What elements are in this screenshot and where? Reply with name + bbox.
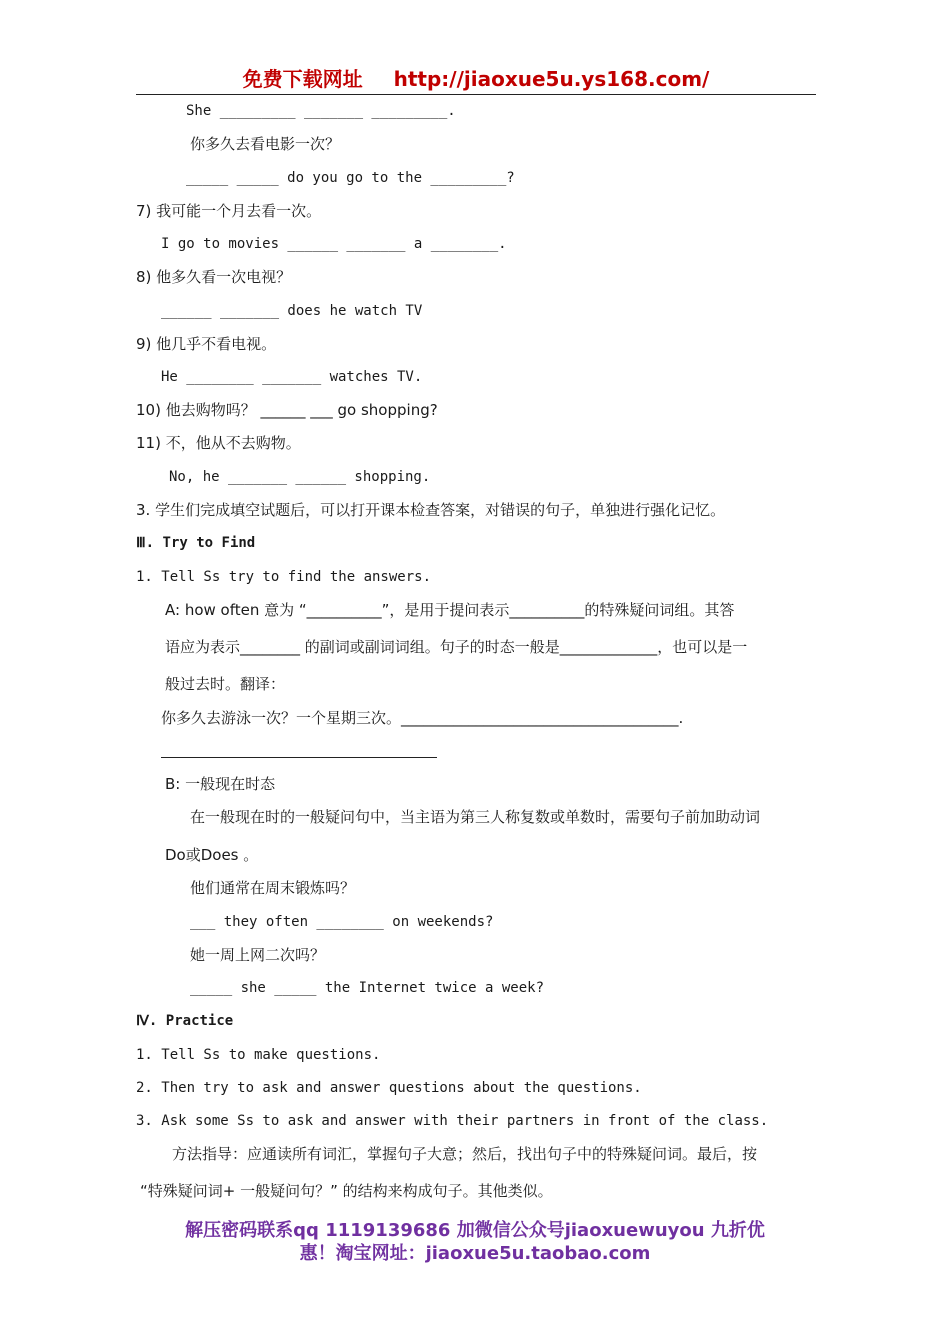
footer-contact-line: 解压密码联系qq 1119139686 加微信公众号jiaoxuewuyou 九折优 <box>185 1220 765 1241</box>
text-line: No, he _______ ______ shopping. <box>169 469 431 485</box>
header-url-link[interactable]: http://jiaoxue5u.ys168.com/ <box>393 67 710 91</box>
text-line: “特殊疑问词+ 一般疑问句？” 的结构来构成句子。其他类似。 <box>140 1182 553 1200</box>
text-line: B: 一般现在时态 <box>165 775 276 793</box>
text-line: _____ she _____ the Internet twice a week? <box>190 980 545 996</box>
text-line: 你多久去游泳一次？一个星期三次。_____________________________________. <box>161 709 684 727</box>
text-line: I go to movies ______ _______ a ________. <box>161 236 507 252</box>
text-line: 语应为表示________ 的副词或副词词组。句子的时态一般是_____________，也可以是一 <box>165 638 748 656</box>
answer-rule <box>161 757 437 758</box>
section-heading: Ⅲ. Try to Find <box>136 535 256 551</box>
text-line: 9) 他几乎不看电视。 <box>136 335 277 353</box>
footer-shop-line: 惠！淘宝网址：jiaoxue5u.taobao.com <box>299 1243 651 1264</box>
text-line: 3. 学生们完成填空试题后，可以打开课本检查答案，对错误的句子，单独进行强化记忆。 <box>136 501 726 519</box>
text-line: 他们通常在周末锻炼吗？ <box>190 879 356 897</box>
text-line: She _________ _______ _________. <box>186 103 456 119</box>
text-line: 7) 我可能一个月去看一次。 <box>136 202 322 220</box>
text-line: He ________ _______ watches TV. <box>161 369 423 385</box>
text-line: ___ they often ________ on weekends? <box>190 914 494 930</box>
text-line: A: how often 意为 “__________”，是用于提问表示__________的特殊疑问词组。其答 <box>165 601 735 619</box>
text-line: Do或Does 。 <box>165 846 259 864</box>
text-line: _____ _____ do you go to the _________? <box>186 170 515 186</box>
text-line: 在一般现在时的一般疑问句中，当主语为第三人称复数或单数时，需要句子前加助动词 <box>190 808 761 826</box>
text-line: ______ _______ does he watch TV <box>161 303 423 319</box>
section-heading: Ⅳ. Practice <box>136 1013 234 1029</box>
text-line: 11) 不，他从不去购物。 <box>136 434 301 452</box>
header-free-download: 免费下载网址 <box>242 67 363 91</box>
text-line: 方法指导：应通读所有词汇，掌握句子大意；然后，找出句子中的特殊疑问词。最后，按 <box>172 1145 758 1163</box>
page-header <box>136 64 816 95</box>
text-line: 1. Tell Ss try to find the answers. <box>136 569 432 585</box>
text-line: 她一周上网二次吗？ <box>190 946 326 964</box>
text-line: 2. Then try to ask and answer questions about the questions. <box>136 1080 642 1096</box>
text-line: 般过去时。翻译： <box>165 675 286 693</box>
text-line: 1. Tell Ss to make questions. <box>136 1047 381 1063</box>
text-line: 10) 他去购物吗？ ______ ___ go shopping? <box>136 401 438 419</box>
text-line: 你多久去看电影一次？ <box>190 135 341 153</box>
text-line: 3. Ask some Ss to ask and answer with their partners in front of the class. <box>136 1113 769 1129</box>
text-line: 8) 他多久看一次电视？ <box>136 268 292 286</box>
